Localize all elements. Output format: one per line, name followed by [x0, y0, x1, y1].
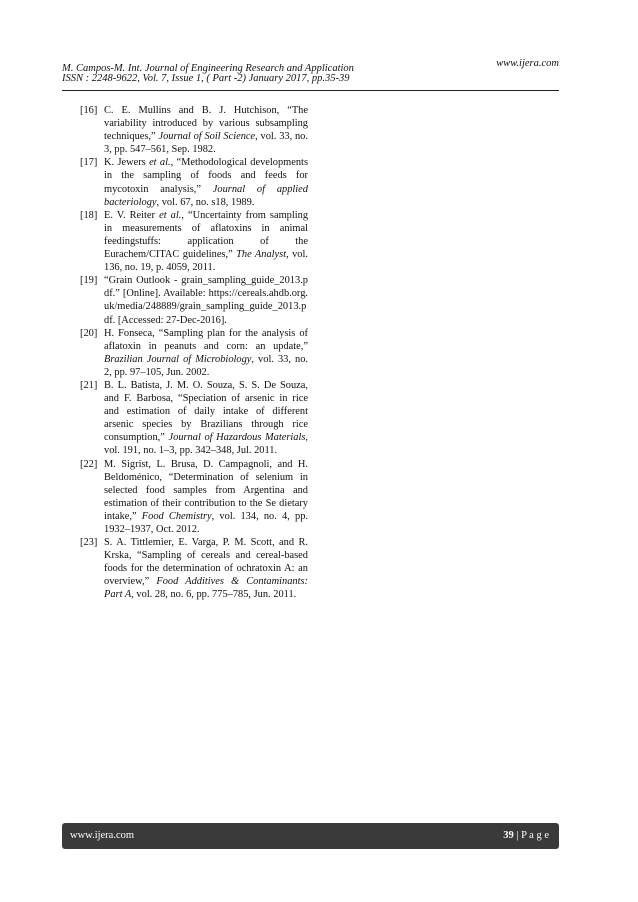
- reference-details: , vol. 134, no. 4, pp. 1932–1937, Oct. 2012.: [104, 510, 308, 535]
- reference-details: , vol. 28, no. 6, pp. 775–785, Jun. 2011.: [131, 589, 297, 601]
- reference-journal: Brazilian Journal of Microbiology: [104, 353, 252, 365]
- reference-etal: et al.: [149, 157, 171, 169]
- reference-number: [18]: [80, 209, 98, 221]
- reference-authors-title: C. E. Mullins and B. J. Hutchison, “The variability introduced by various subsampling techniques,”: [104, 105, 308, 143]
- reference-authors: K. Jewers: [104, 157, 146, 169]
- reference-text: [104, 209, 308, 274]
- reference-journal: The Analyst: [236, 249, 287, 261]
- reference-text: [104, 458, 308, 537]
- reference-journal: Food Chemistry: [141, 510, 212, 522]
- reference-text: [104, 379, 308, 458]
- reference-journal: Food Additives & Contaminants: Part A: [104, 576, 308, 601]
- reference-number: [17]: [80, 157, 98, 169]
- reference-journal: Journal of applied bacteriology: [104, 183, 308, 208]
- page-label: | P a g e: [516, 830, 549, 841]
- reference-number: [16]: [80, 105, 98, 116]
- header-website[interactable]: www.ijera.com: [496, 58, 559, 69]
- reference-number: [22]: [80, 458, 98, 470]
- reference-item: [80, 379, 308, 458]
- reference-item: [80, 327, 308, 379]
- reference-text[interactable]: “Grain Outlook - grain_sampling_guide_2013.pdf.” [Online]. Available: https://cereals.ahdb.org.uk/media/248889/grain_sampling_guide_2013.pdf. [Accessed: 27-Dec-2016].: [104, 275, 308, 326]
- reference-item: [80, 156, 308, 208]
- reference-authors-title: S. A. Tittlemier, E. Varga, P. M. Scott, and R. Krska, “Sampling of cereals and cereal-based foods for the determination of ochratoxin A: an overview,”: [104, 537, 308, 588]
- reference-list: [80, 104, 308, 602]
- reference-number: [19]: [80, 275, 98, 287]
- reference-etal: et al.: [159, 209, 182, 221]
- reference-details: , vol. 33, no. 3, pp. 547–561, Sep. 1982.: [104, 131, 308, 156]
- reference-text: [104, 156, 308, 208]
- footer-website[interactable]: www.ijera.com: [70, 830, 135, 841]
- footer-page-number: [503, 830, 549, 841]
- page-number: 39: [503, 830, 514, 841]
- header-divider: [62, 90, 559, 91]
- reference-text: [104, 536, 308, 601]
- reference-item: [80, 536, 308, 601]
- reference-details: , vol. 136, no. 19, p. 4059, 2011.: [104, 249, 308, 274]
- reference-text: [104, 104, 308, 156]
- reference-text: [104, 327, 308, 379]
- reference-authors: E. V. Reiter: [104, 209, 156, 221]
- reference-number: [20]: [80, 327, 98, 339]
- reference-number: [23]: [80, 537, 98, 549]
- page-header: [62, 58, 559, 86]
- header-row-1: [62, 58, 559, 72]
- reference-authors-title: M. Sigrist, L. Brusa, D. Campagnoli, and H. Beldoménico, “Determination of selenium in selected food samples from Argentina and estimation of their contribution to the Se dietary intake,”: [104, 458, 308, 522]
- reference-details: , vol. 191, no. 1–3, pp. 342–348, Jul. 2011.: [104, 432, 308, 457]
- reference-authors-title: B. L. Batista, J. M. O. Souza, S. S. De Souza, and F. Barbosa, “Speciation of arsenic in rice and estimation of daily intake of different arsenic species by Brazilians through rice consumption,”: [104, 379, 308, 444]
- reference-details: , vol. 67, no. s18, 1989.: [156, 196, 255, 208]
- reference-title: , “Methodological developments in the sampling of foods and feeds for mycotoxin analysis,”: [104, 157, 308, 195]
- reference-item: [80, 104, 308, 156]
- reference-item: [80, 458, 308, 537]
- header-issn-line: ISSN : 2248-9622, Vol. 7, Issue 1, ( Part -2) January 2017, pp.35-39: [62, 73, 350, 84]
- reference-item: [80, 274, 308, 326]
- page-footer: [62, 823, 559, 849]
- reference-title: , “Uncertainty from sampling in measurements of aflatoxins in animal feedingstuffs: application of the Eurachem/CITAC guidelines,”: [104, 209, 309, 261]
- reference-authors-title: H. Fonseca, “Sampling plan for the analysis of aflatoxin in peanuts and corn: an update,”: [104, 327, 308, 352]
- header-journal-line: M. Campos-M. Int. Journal of Engineering Research and Application: [62, 63, 354, 74]
- reference-journal: Journal of Hazardous Materials: [168, 432, 306, 444]
- reference-number: [21]: [80, 379, 98, 391]
- reference-details: , vol. 33, no. 2, pp. 97–105, Jun. 2002.: [104, 353, 308, 378]
- reference-item: [80, 209, 308, 274]
- reference-journal: Journal of Soil Science: [158, 131, 256, 143]
